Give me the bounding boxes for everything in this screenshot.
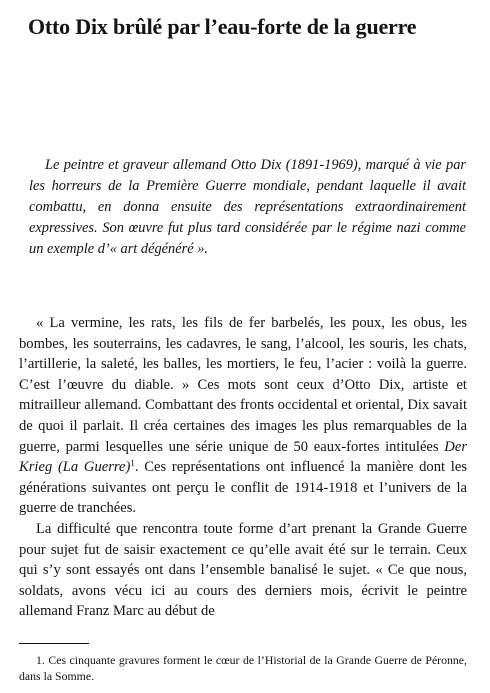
article-intro: Le peintre et graveur allemand Otto Dix (1891-1969), marqué à vie par les horreurs de la Première Guerre mondiale, pendant laquelle il avait combattu, en donna ensuite des représentations extraordinairement expressives. Son œuvre fut plus tard considérée par le régime nazi comme un exemple d’« art dégénéré ». [29,157,466,257]
footnote-marker: 1 [130,458,135,469]
paragraph-1-text-after: . Ces représentations ont influencé la manière dont les générations suivantes ont perçu le conflit de 1914-1918 et l’univers de la guerre de tranchées. [19,459,467,517]
footnote-divider [19,643,89,644]
work-title: Der Krieg (La Guerre) [19,438,467,476]
body-paragraph-2: La difficulté que rencontra toute forme d’art prenant la Grande Guerre pour sujet fut de saisir exactement ce qu’elle avait été sur le terrain. Ceux qui s’y sont essayés ont dans l’ensemble banalisé le sujet. « Ce que nous, soldats, avons vécu ici au cours des derniers mois, écrivit le peintre allemand Franz Marc au début de [19,520,467,620]
body-paragraph-1 [19,313,467,519]
article-title: Otto Dix brûlé par l’eau-forte de la guerre [28,14,417,39]
article-body [19,313,467,622]
paragraph-1-text-before: « La vermine, les rats, les fils de fer barbelés, les poux, les obus, les bombes, les souterrains, les cadavres, le sang, l’alcool, les souris, les chats, l’artillerie, la saleté, les balles, les mortiers, le feu, l’acier : voilà la guerre. C’est l’œuvre du diable. » Ces mots sont ceux d’Otto Dix, artiste et mitrailleur allemand. Combattant des fronts occidental et oriental, Dix savait de quoi il parlait. Il créa certaines des images les plus remarquables de la guerre, parmi lesquelles une série unique de 50 eaux-fortes intitulées [19,315,467,455]
footnote-1: 1. Ces cinquante gravures forment le cœur de l’Historial de la Grande Guerre de Péronne, dans la Somme. [19,653,467,683]
